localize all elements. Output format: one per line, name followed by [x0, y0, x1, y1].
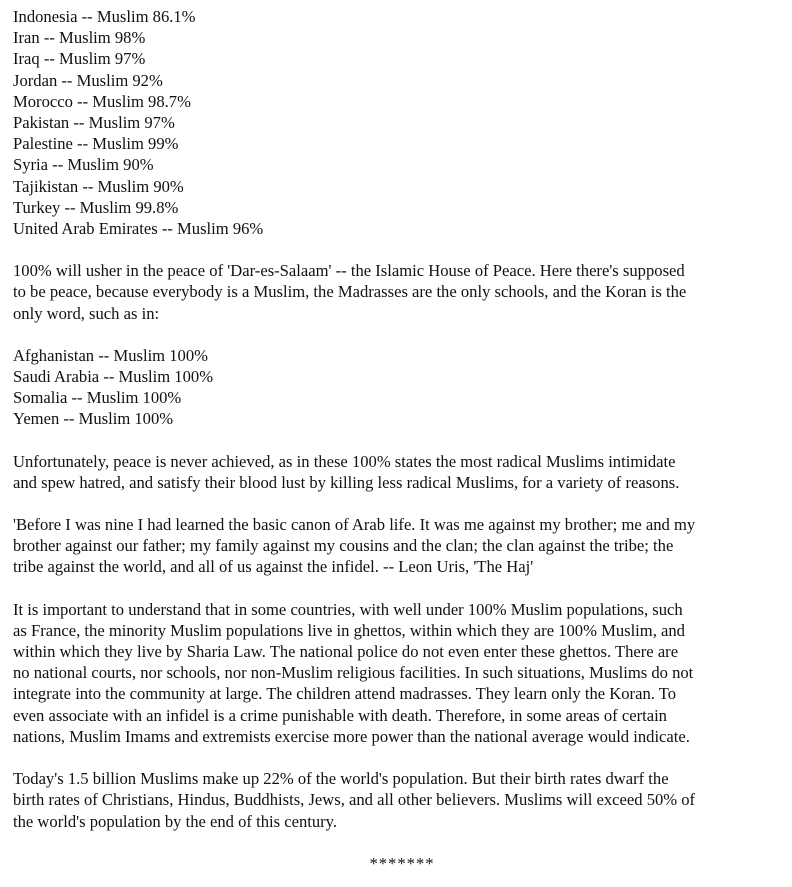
- list-item: Morocco -- Muslim 98.7%: [13, 91, 191, 111]
- paragraph-dar-es-salaam: [13, 260, 783, 324]
- text-line: brother against our father; my family against my cousins and the clan; the clan against the tribe; the: [13, 536, 674, 556]
- paragraph-unfortunately: [13, 451, 783, 493]
- country-list-partial: [13, 6, 783, 239]
- country-list-full: [13, 345, 783, 430]
- text-line: 100% will usher in the peace of 'Dar-es-Salaam' -- the Islamic House of Peace. Here there's supposed: [13, 261, 685, 281]
- text-line: Today's 1.5 billion Muslims make up 22% of the world's population. But their birth rates dwarf the: [13, 769, 669, 789]
- list-item: Pakistan -- Muslim 97%: [13, 113, 175, 133]
- paragraph-important: [13, 599, 783, 747]
- list-item: Turkey -- Muslim 99.8%: [13, 197, 179, 217]
- spacer: [13, 578, 783, 599]
- list-item: Syria -- Muslim 90%: [13, 155, 154, 175]
- list-item: Saudi Arabia -- Muslim 100%: [13, 367, 214, 387]
- list-item: Afghanistan -- Muslim 100%: [13, 345, 208, 365]
- text-line: even associate with an infidel is a crime punishable with death. Therefore, in some areas of certain: [13, 705, 667, 725]
- list-item: United Arab Emirates -- Muslim 96%: [13, 219, 264, 239]
- text-line: 'Before I was nine I had learned the basic canon of Arab life. It was me against my brother; me and my: [13, 515, 696, 535]
- list-item: Yemen -- Muslim 100%: [13, 409, 174, 429]
- text-line: only word, such as in:: [13, 303, 160, 323]
- text-line: the world's population by the end of this century.: [13, 811, 338, 831]
- text-line: nations, Muslim Imams and extremists exercise more power than the national average would indicate.: [13, 726, 690, 746]
- spacer: [13, 493, 783, 514]
- text-line: It is important to understand that in some countries, with well under 100% Muslim populations, such: [13, 599, 683, 619]
- text-line: within which they live by Sharia Law. The national police do not even enter these ghettos. There are: [13, 642, 679, 662]
- spacer: [13, 430, 783, 451]
- list-item: Iran -- Muslim 98%: [13, 28, 146, 48]
- text-line: and spew hatred, and satisfy their blood lust by killing less radical Muslims, for a variety of reasons.: [13, 472, 680, 492]
- spacer: [13, 239, 783, 260]
- text-line: as France, the minority Muslim populations live in ghettos, within which they are 100% Muslim, and: [13, 620, 685, 640]
- list-item: Tajikistan -- Muslim 90%: [13, 176, 184, 196]
- text-line: no national courts, nor schools, nor non-Muslim religious facilities. In such situations, Muslims do not: [13, 663, 694, 683]
- text-line: birth rates of Christians, Hindus, Buddhists, Jews, and all other believers. Muslims will exceed 50% of: [13, 790, 696, 810]
- document-page: [13, 6, 783, 874]
- paragraph-today: [13, 768, 783, 832]
- text-line: tribe against the world, and all of us against the infidel. -- Leon Uris, 'The Haj': [13, 557, 534, 577]
- section-separator: *******: [369, 853, 435, 873]
- paragraph-quote: [13, 514, 783, 578]
- list-item: Jordan -- Muslim 92%: [13, 70, 163, 90]
- text-line: to be peace, because everybody is a Muslim, the Madrasses are the only schools, and the Koran is the: [13, 282, 687, 302]
- spacer: [13, 324, 783, 345]
- text-line: integrate into the community at large. The children attend madrasses. They learn only the Koran. To: [13, 684, 677, 704]
- list-item: Palestine -- Muslim 99%: [13, 134, 179, 154]
- list-item: Somalia -- Muslim 100%: [13, 388, 182, 408]
- list-item: Indonesia -- Muslim 86.1%: [13, 7, 196, 26]
- spacer: [13, 747, 783, 768]
- list-item: Iraq -- Muslim 97%: [13, 49, 146, 69]
- text-line: Unfortunately, peace is never achieved, as in these 100% states the most radical Muslims intimidate: [13, 451, 676, 471]
